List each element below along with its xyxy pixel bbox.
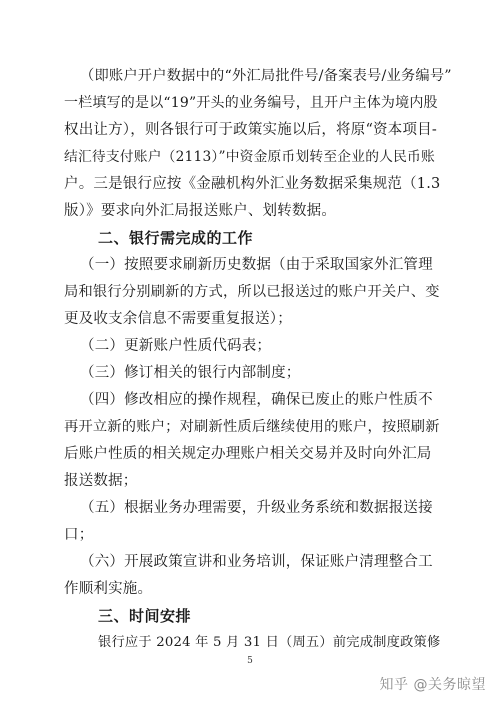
zhihu-watermark: 知乎 @关务晾望	[379, 677, 486, 693]
text-line-18: 口；	[64, 527, 94, 543]
text-line-8: （一）按照要求刷新历史数据（由于采取国家外汇管理	[80, 257, 433, 273]
section-heading-3: 三、时间安排	[98, 607, 192, 625]
text-line-1: （即账户开户数据中的“外汇局批件号/备案表号/业务编号”	[80, 68, 452, 84]
text-line-2: 一栏填写的是以“19”开头的业务编号，且开户主体为境内股	[64, 95, 438, 111]
text-line-13: （四）修改相应的操作规程，确保已废止的账户性质不	[80, 392, 433, 408]
section-heading-2: 二、银行需完成的工作	[98, 229, 254, 247]
page-number: 5	[247, 656, 253, 666]
text-line-12: （三）修订相关的银行内部制度；	[80, 365, 301, 381]
text-line-14: 再开立新的账户；对刷新性质后继续使用的账户，按照刷新	[64, 419, 440, 435]
text-line-9: 局和银行分别刷新的方式，所以已报送过的账户开关户、变	[64, 284, 440, 300]
text-line-20: 作顺利实施。	[64, 581, 153, 597]
text-line-6: 版）》要求向外汇局报送账户、划转数据。	[64, 203, 337, 219]
text-line-22: 银行应于 2024 年 5 月 31 日（周五）前完成制度政策修	[98, 635, 441, 650]
text-line-17: （五）根据业务办理需要，升级业务系统和数据报送接	[80, 500, 433, 516]
text-line-15: 后账户性质的相关规定办理账户相关交易并及时向外汇局	[64, 446, 432, 462]
text-line-5: 户。三是银行应按《金融机构外汇业务数据采集规范（1.3	[64, 176, 441, 192]
text-line-19: （六）开展政策宣讲和业务培训，保证账户清理整合工	[80, 554, 433, 570]
text-line-16: 报送数据；	[64, 473, 138, 489]
text-line-10: 更及收支余信息不需要重复报送）；	[64, 311, 292, 327]
text-line-4: 结汇待支付账户（2113）”中资金原币划转至企业的人民币账	[64, 149, 435, 165]
text-line-3: 权出让方），则各银行可于政策实施以后，将原“资本项目-	[64, 122, 437, 138]
text-line-11: （二）更新账户性质代码表；	[80, 338, 272, 354]
